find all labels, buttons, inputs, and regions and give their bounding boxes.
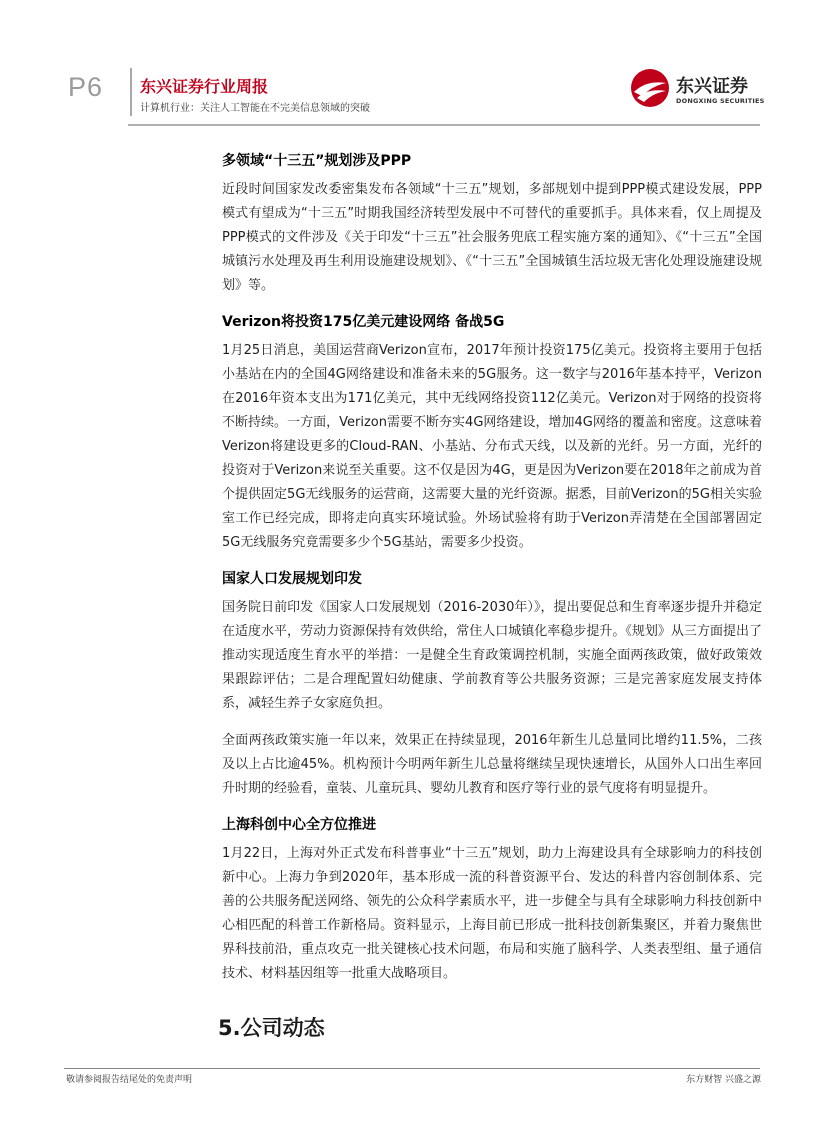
section-verizon <box>222 311 762 555</box>
section-heading: 多领域“十三五”规划涉及PPP <box>222 153 412 169</box>
company-news-section-title: 5.公司动态 <box>218 1016 325 1040</box>
logo-name-en: DONGXING SECURITIES <box>676 97 765 105</box>
section-heading: 上海科创中心全方位推进 <box>222 817 376 833</box>
page-number: P6 <box>68 72 104 102</box>
section-ppp <box>222 150 762 298</box>
report-title: 东兴证券行业周报 <box>140 77 269 96</box>
section-paragraph: 国务院日前印发《国家人口发展规划（2016-2030年）》，提出要促总和生育率逐步提升并稳定在适度水平，劳动力资源保持有效供给，常住人口城镇化率稳步提升。《规划》从三方面提出了推动实现适度生育水平的举措：一是健全生育政策调控机制，实施全面两孩政策，做好政策效果跟踪评估；二是合理配置妇幼健康、学前教育等公共服务资源；三是完善家庭发展支持体系，减轻生养子女家庭负担。 <box>222 600 762 711</box>
section-paragraph: 全面两孩政策实施一年以来，效果正在持续显现，2016年新生儿总量同比增约11.5%，二孩及以上占比逾45%。机构预计今明两年新生儿总量将继续呈现快速增长，从国外人口出生率回升时期的经验看，童装、儿童玩具、婴幼儿教育和医疗等行业的景气度将有明显提升。 <box>222 733 762 796</box>
article-body <box>222 150 762 999</box>
footer-disclaimer: 敬请参阅报告结尾处的免责声明 <box>66 1075 193 1085</box>
header-rule <box>128 124 760 126</box>
section-population <box>222 568 762 801</box>
footer-rule <box>64 1068 760 1069</box>
section-paragraph: 近段时间国家发改委密集发布各领域“十三五”规划，多部规划中提到PPP模式建设发展，PPP模式有望成为“十三五”时期我国经济转型发展中不可替代的重要抓手。具体来看，仅上周提及PPP模式的文件涉及《关于印发“十三五”社会服务兜底工程实施方案的通知》、《“十三五”全国城镇污水处理及再生利用设施建设规划》、《“十三五”全国城镇生活垃圾无害化处理设施建设规划》等。 <box>222 182 762 293</box>
logo-name-cn: 东兴证券 <box>676 76 748 97</box>
section-heading: 国家人口发展规划印发 <box>222 571 362 587</box>
header-divider <box>130 68 132 116</box>
section-heading: Verizon将投资175亿美元建设网络 备战5G <box>222 314 505 330</box>
report-subtitle: 计算机行业：关注人工智能在不完美信息领域的突破 <box>140 103 370 114</box>
page-header <box>0 0 827 130</box>
section-paragraph: 1月25日消息，美国运营商Verizon宣布，2017年预计投资175亿美元。投资将主要用于包括小基站在内的全国4G网络建设和准备未来的5G服务。这一数字与2016年基本持平，Verizon在2016年资本支出为171亿美元，其中无线网络投资112亿美元。Verizon对于网络的投资将不断持续。一方面，Verizon需要不断夯实4G网络建设，增加4G网络的覆盖和密度。这意味着Verizon将建设更多的Cloud-RAN、小基站、分布式天线，以及新的光纤。另一方面，光纤的投资对于Verizon来说至关重要。这不仅是因为4G，更是因为Verizon要在2018年之前成为首个提供固定5G无线服务的运营商，这需要大量的光纤资源。据悉，目前Verizon的5G相关实验室工作已经完成，即将走向真实环境试验。外场试验将有助于Verizon弄清楚在全国部署固定5G无线服务究竟需要多少个5G基站，需要多少投资。 <box>222 343 762 550</box>
footer-slogan: 东方财智 兴盛之源 <box>686 1075 761 1085</box>
section-shanghai <box>222 814 762 986</box>
section-paragraph: 1月22日，上海对外正式发布科普事业“十三五”规划，助力上海建设具有全球影响力的科技创新中心。上海力争到2020年，基本形成一流的科普资源平台、发达的科普内容创制体系、完善的公共服务配送网络、领先的公众科学素质水平，进一步健全与具有全球影响力科技创新中心相匹配的科普工作新格局。资料显示，上海目前已形成一批科技创新集聚区，并着力聚焦世界科技前沿，重点攻克一批关键核心技术问题，布局和实施了脑科学、人类表型组、量子通信技术、材料基因组等一批重大战略项目。 <box>222 846 762 981</box>
